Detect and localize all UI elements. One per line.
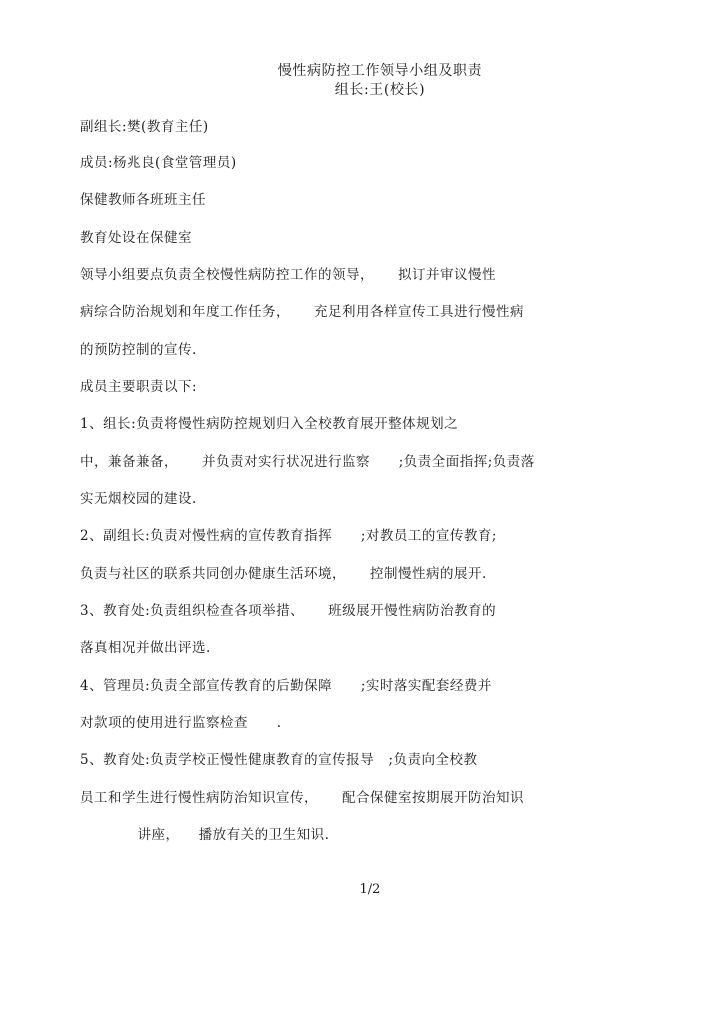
member-line: 成员:杨兆良(食堂管理员) bbox=[80, 155, 237, 171]
deputy-leader-line: 副组长:樊(教育主任) bbox=[80, 119, 209, 135]
duty-item-2-continued: 负责与社区的联系共同创办健康生活环境， 控制慢性病的展开. bbox=[80, 566, 487, 582]
document-title: 慢性病防控工作领导小组及职责 bbox=[277, 63, 483, 79]
document-subtitle: 组长:王(校长) bbox=[334, 82, 426, 98]
duty-item-2: 2、副组长:负责对慢性病的宣传教育指挥 ;对教员工的宣传教育; bbox=[80, 528, 497, 544]
body-line: 的预防控制的宣传. bbox=[80, 342, 197, 358]
body-line: 病综合防治规划和年度工作任务， 充足利用各样宣传工具进行慢性病 bbox=[80, 304, 524, 320]
page-number: 1/2 bbox=[359, 882, 381, 897]
duty-item-3-continued: 落真相况并做出评选. bbox=[80, 640, 211, 656]
duty-item-1: 1、组长:负责将慢性病防控规划归入全校教育展开整体规划之 bbox=[80, 416, 459, 432]
duty-item-3: 3、教育处:负责组织检查各项举措、 班级展开慢性病防治教育的 bbox=[80, 603, 497, 619]
duties-heading: 成员主要职责以下: bbox=[80, 379, 198, 395]
body-line: 领导小组要点负责全校慢性病防控工作的领导， 拟订并审议慢性 bbox=[80, 267, 496, 283]
health-teachers-line: 保健教师各班班主任 bbox=[80, 192, 206, 208]
duty-item-4: 4、管理员:负责全部宣传教育的后勤保障 ;实时落实配套经费并 bbox=[80, 678, 492, 694]
duty-item-1-continued: 实无烟校园的建设. bbox=[80, 491, 197, 507]
duty-item-1-continued: 中，兼备兼备， 并负责对实行状况进行监察 ;负责全面指挥;负责落 bbox=[80, 454, 535, 470]
duty-item-5-continued: 讲座， 播放有关的卫生知识. bbox=[80, 827, 330, 843]
duty-item-5-continued: 员工和学生进行慢性病防治知识宣传， 配合保健室按期展开防治知识 bbox=[80, 790, 524, 806]
duty-item-4-continued: 对款项的使用进行监察检查 . bbox=[80, 715, 282, 731]
duty-item-5: 5、教育处:负责学校正慢性健康教育的宣传报导 ;负责向全校教 bbox=[80, 752, 478, 768]
office-location-line: 教育处设在保健室 bbox=[80, 230, 192, 246]
